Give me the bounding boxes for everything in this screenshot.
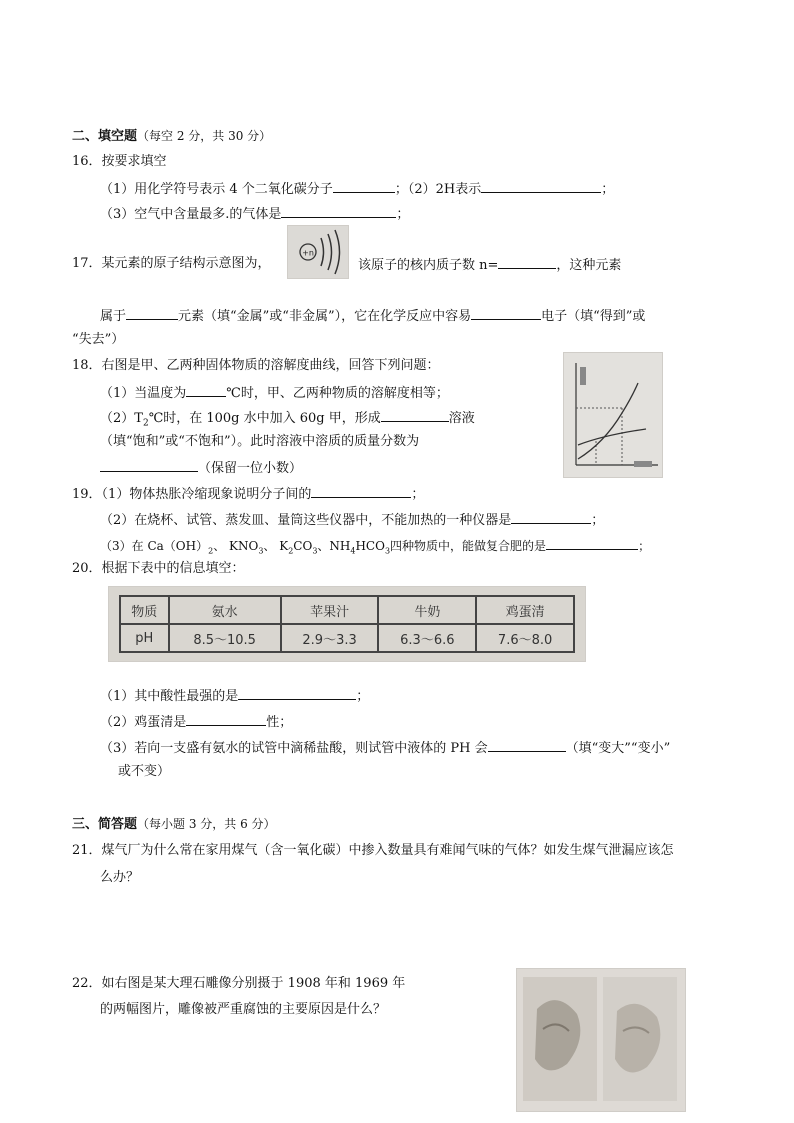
q16-heading: 16．按要求填空 — [72, 154, 167, 169]
solubility-curve-image — [564, 353, 662, 477]
q19-line1: 19．（1）物体热胀冷缩现象说明分子间的 ； — [72, 484, 424, 504]
statue-photo-image — [517, 969, 685, 1111]
q20-heading: 20．根据下表中的信息填空： — [72, 561, 245, 576]
q17-line2: 属于 元素（填“金属”或“非金属”），它在化学反应中容易 电子（填“得到”或 — [100, 306, 645, 326]
q16-line1: （1）用化学符号表示 4 个二氧化碳分子 ；（2）2H表示 ； — [100, 179, 614, 199]
blank[interactable] — [126, 306, 178, 320]
blank[interactable] — [281, 204, 396, 218]
q18-line3: （填“饱和”或“不饱和”）。此时溶液中溶质的质量分数为 — [100, 434, 420, 449]
blank[interactable] — [100, 458, 198, 472]
q18-heading: 18．右图是甲、乙两种固体物质的溶解度曲线，回答下列问题： — [72, 358, 440, 373]
blank[interactable] — [186, 383, 226, 397]
q16-line2: （3）空气中含量最多.的气体是 ； — [100, 204, 409, 224]
blank[interactable] — [471, 306, 541, 320]
ph-table — [119, 595, 575, 653]
blank[interactable] — [546, 536, 638, 550]
q20-line4: 或不变） — [118, 764, 171, 779]
blank[interactable] — [311, 484, 411, 498]
q18-line4: （保留一位小数） — [100, 458, 302, 478]
blank[interactable] — [511, 510, 591, 524]
q20-line3: （3）若向一支盛有氨水的试管中滴稀盐酸，则试管中液体的 PH 会 （填“变大”“变小” — [100, 738, 670, 758]
q17-line1a: 17．某元素的原子结构示意图为， — [72, 256, 271, 271]
q21-line2: 么办？ — [100, 870, 140, 885]
svg-text:+n: +n — [302, 248, 314, 258]
q19-line3: （3）在 $Ca(OH)_2$、 $KNO_3$、 $K_2CO_3$、$NH_4HCO_3$四种物质中，能做复合肥的是 ； — [100, 536, 650, 560]
section-2-heading: 二、填空题（每空 2 分，共 30 分） — [72, 129, 272, 144]
q20-line2: （2）鸡蛋清是 性； — [100, 712, 292, 732]
q18-line2: $(2)T_2℃$时，在 100g 水中加入 60g 甲，形成 溶液 — [100, 408, 475, 433]
table-row: pH 8.5～10.5 2.9～3.3 6.3～6.6 7.6～8.0 — [120, 624, 574, 652]
ph-table-image — [108, 586, 586, 662]
atom-structure-figure — [287, 225, 349, 279]
q17-line3: “失去”） — [72, 332, 125, 347]
blank[interactable] — [498, 255, 556, 269]
q22-line1: 22．如右图是某大理石雕像分别摄于 1908 年和 1969 年 — [72, 976, 406, 991]
statue-photos — [516, 968, 686, 1112]
q18-line1: （1）当温度为 ℃时，甲、乙两种物质的溶解度相等； — [100, 383, 449, 403]
solubility-curve-figure — [563, 352, 663, 478]
q17-line1b: 该原子的核内质子数 n= ，这种元素 — [358, 255, 621, 275]
q20-line1: （1）其中酸性最强的是 ； — [100, 686, 369, 706]
blank[interactable] — [381, 408, 449, 422]
q22-line2: 的两幅图片，雕像被严重腐蚀的主要原因是什么？ — [100, 1002, 387, 1017]
q21-line1: 21．煤气厂为什么常在家用煤气（含一氧化碳）中掺入数量具有难闻气味的气体？如发生煤气泄漏应该怎 — [72, 843, 674, 858]
blank[interactable] — [488, 738, 566, 752]
blank[interactable] — [481, 179, 601, 193]
table-row: 物质 氨水 苹果汁 牛奶 鸡蛋清 — [120, 596, 574, 624]
q19-line2: （2）在烧杯、试管、蒸发皿、量筒这些仪器中，不能加热的一种仪器是 ； — [100, 510, 604, 530]
section-3-heading: 三、简答题（每小题 3 分，共 6 分） — [72, 817, 276, 832]
blank[interactable] — [186, 712, 266, 726]
blank[interactable] — [333, 179, 395, 193]
atom-diagram-icon — [288, 226, 348, 278]
blank[interactable] — [238, 686, 356, 700]
